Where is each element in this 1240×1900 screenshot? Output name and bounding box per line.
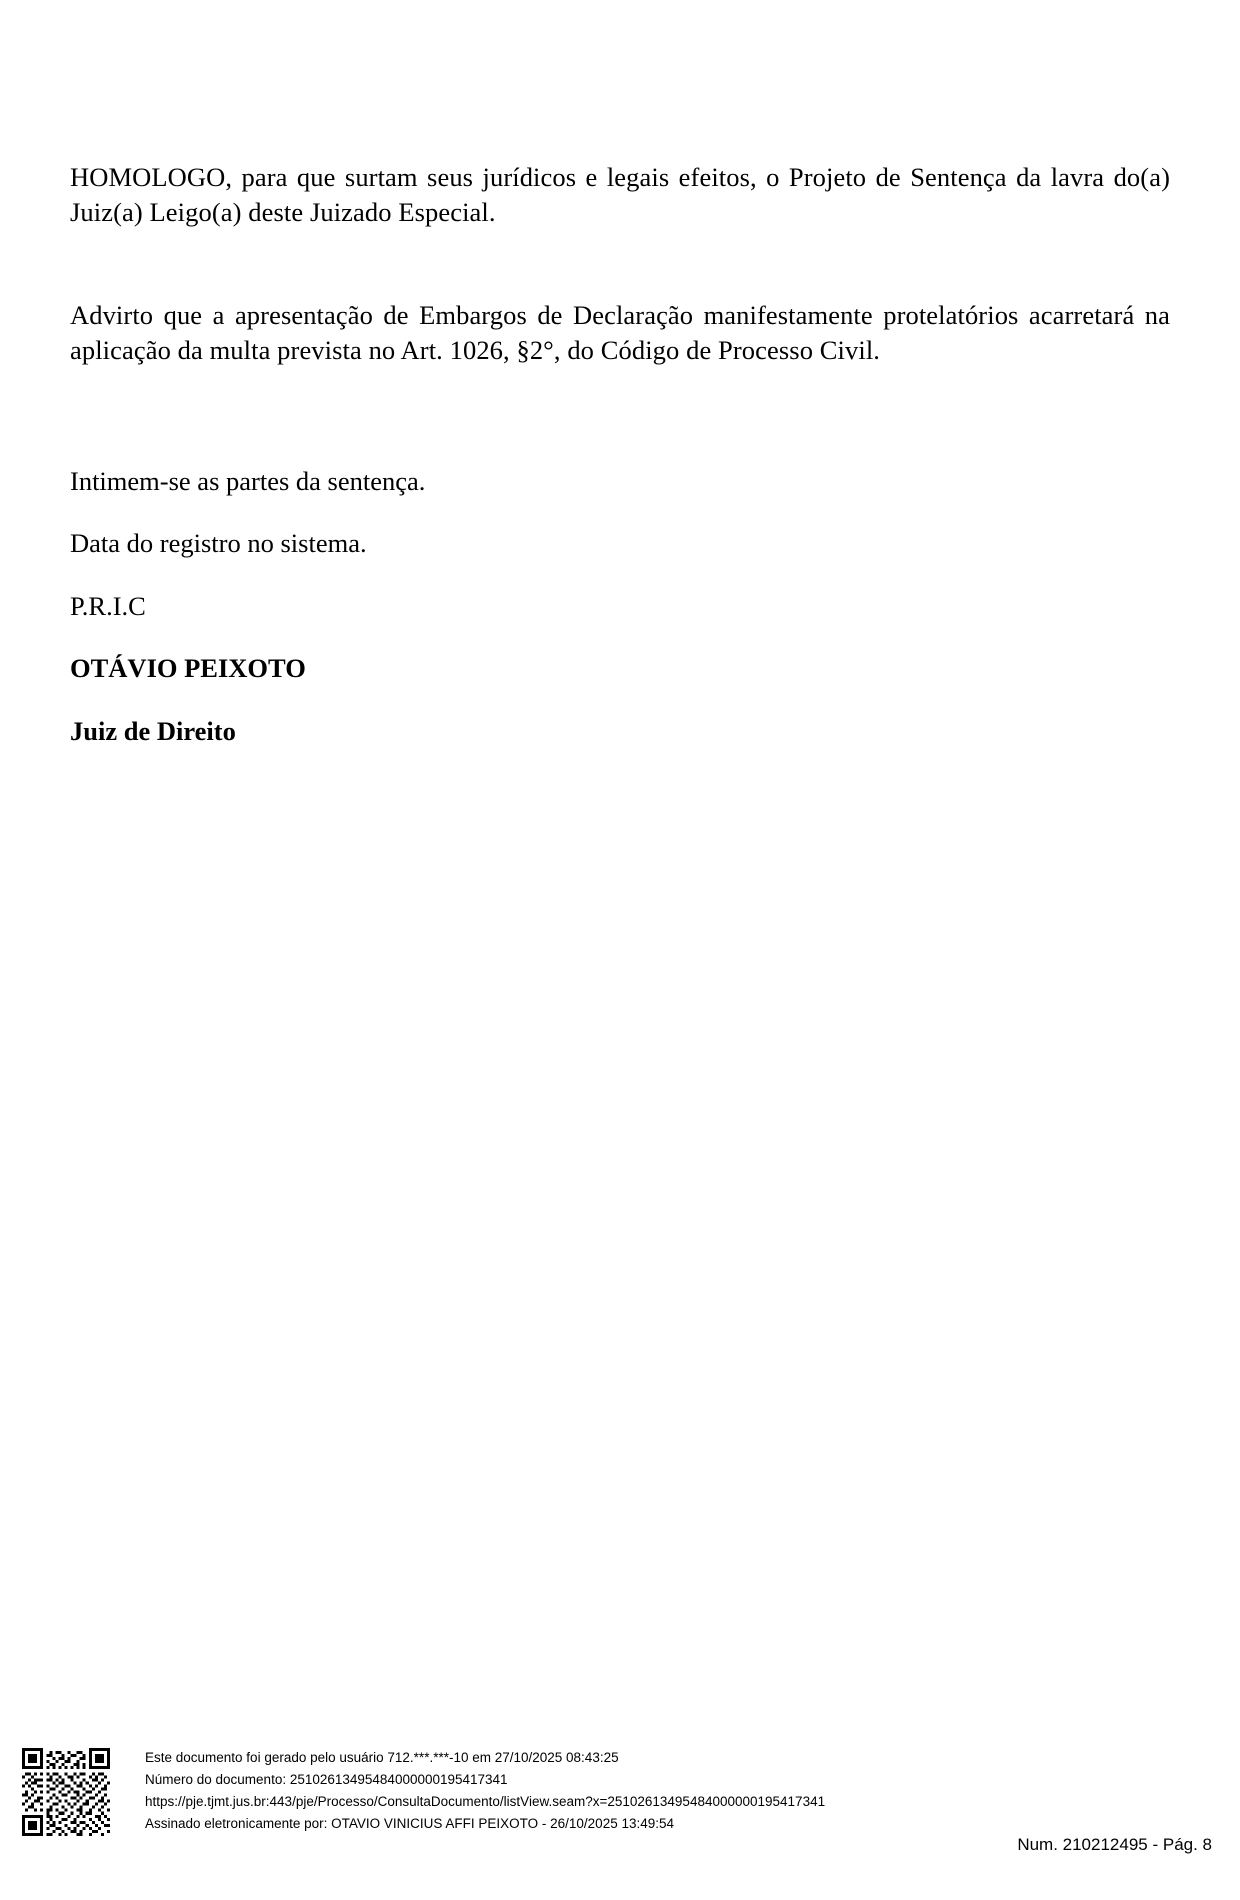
footer-metadata <box>145 1747 825 1834</box>
spacer <box>70 686 1170 714</box>
line-data-registro: Data do registro no sistema. <box>70 528 367 559</box>
line-intimem: Intimem-se as partes da sentença. <box>70 465 426 496</box>
signature-name: OTÁVIO PEIXOTO <box>70 653 306 684</box>
footer-url: https://pje.tjmt.jus.br:443/pje/Processo/ConsultaDocumento/listView.seam?x=25102613495484000000195417341 <box>145 1793 826 1809</box>
spacer <box>70 623 1170 651</box>
document-footer <box>0 1730 1240 1900</box>
footer-generated-by: Este documento foi gerado pelo usuário 712.***.***-10 em 27/10/2025 08:43:25 <box>145 1750 619 1765</box>
spacer <box>70 230 1170 298</box>
paragraph-advirto: Advirto que a apresentação de Embargos de Declaração manifestamente protelatórios acarretará na aplicação da multa prevista no Art. 1026, §2°, do Código de Processo Civil. <box>70 299 1170 365</box>
paragraph-homologo: HOMOLOGO, para que surtam seus jurídicos e legais efeitos, o Projeto de Sentença da lavra do(a) Juiz(a) Leigo(a) deste Juizado Especial. <box>70 162 1170 227</box>
document-body <box>70 160 1170 748</box>
spacer <box>70 368 1170 436</box>
footer-signed-by: Assinado eletronicamente por: OTAVIO VINICIUS AFFI PEIXOTO - 26/10/2025 13:49:54 <box>145 1815 675 1831</box>
footer-document-number: Número do documento: 25102613495484000000195417341 <box>145 1771 508 1787</box>
spacer <box>70 436 1170 464</box>
footer-page-number: Num. 210212495 - Pág. 8 <box>1017 1835 1212 1854</box>
signature-title: Juiz de Direito <box>70 715 236 746</box>
spacer <box>70 561 1170 589</box>
line-pric: P.R.I.C <box>70 590 146 621</box>
spacer <box>70 498 1170 526</box>
qr-code-icon <box>22 1748 110 1836</box>
